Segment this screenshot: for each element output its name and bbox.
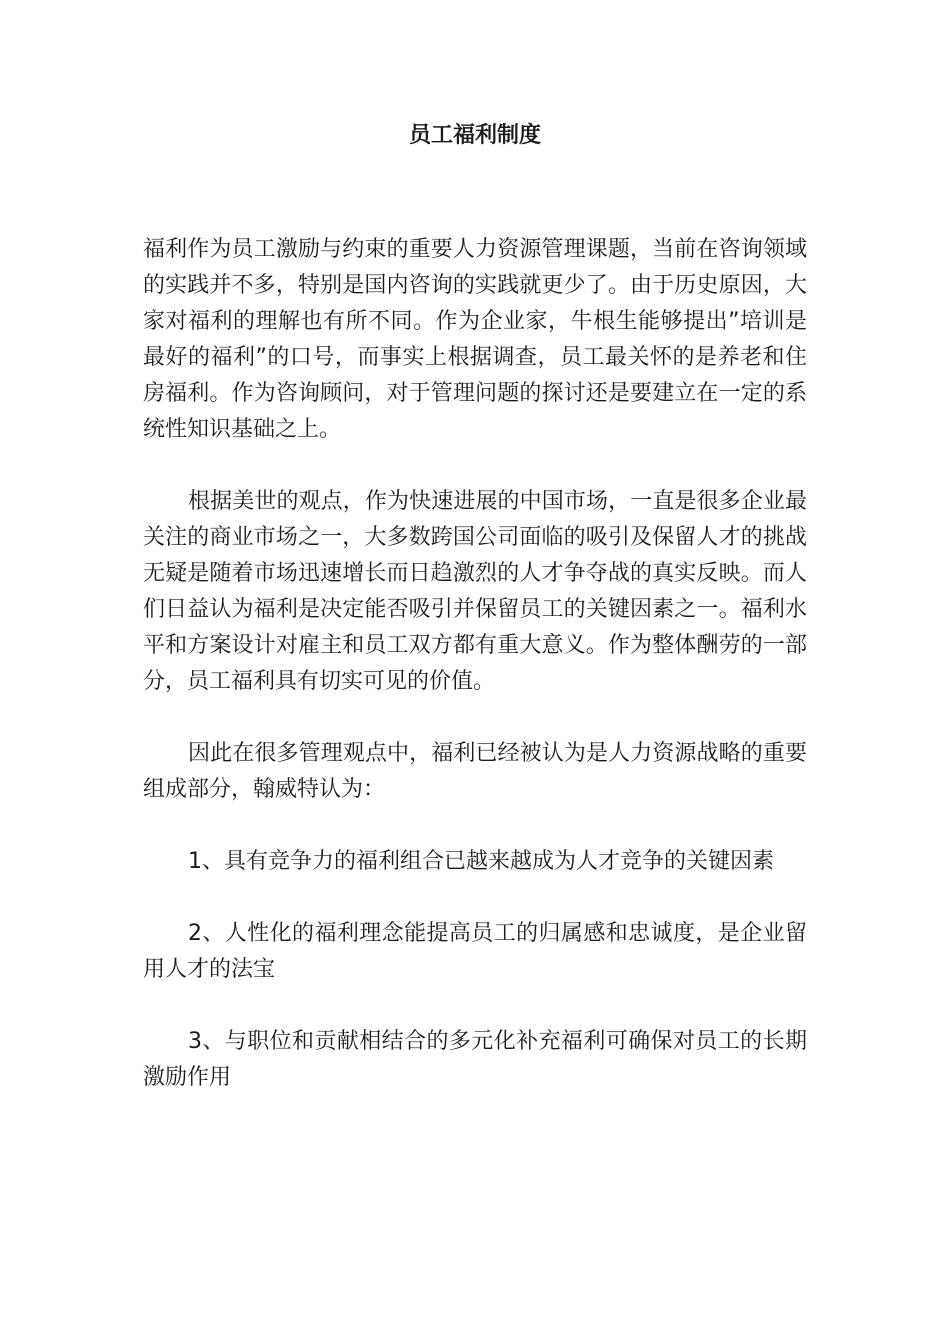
paragraph-hewitt-intro: 因此在很多管理观点中，福利已经被认为是人力资源战略的重要组成部分，翰威特认为： — [143, 741, 807, 802]
paragraph-mercer: 根据美世的观点，作为快速进展的中国市场，一直是很多企业最关注的商业市场之一，大多数跨国公司面临的吸引及保留人才的挑战无疑是随着市场迅速增长而日趋激烈的人才争夺战的真实反映。而人们日益认为福利是决定能否吸引并保留员工的关键因素之一。福利水平和方案设计对雇主和员工双方都有重大意义。作为整体酬劳的一部分，员工福利具有切实可见的价值。 — [143, 489, 807, 694]
document-body — [143, 232, 807, 1096]
list-item-3: 3、与职位和贡献相结合的多元化补充福利可确保对员工的长期激励作用 — [143, 1029, 807, 1090]
document-title: 员工福利制度 — [408, 123, 541, 148]
list-item-2: 2、人性化的福利理念能提高员工的归属感和忠诚度，是企业留用人才的法宝 — [143, 921, 807, 982]
paragraph-intro: 福利作为员工激励与约束的重要人力资源管理课题，当前在咨询领域的实践并不多，特别是国内咨询的实践就更少了。由于历史原因，大家对福利的理解也有所不同。作为企业家，牛根生能够提出”培训是最好的福利”的口号，而事实上根据调查，员工最关怀的是养老和住房福利。作为咨询顾问，对于管理问题的探讨还是要建立在一定的系统性知识基础之上。 — [143, 237, 807, 442]
list-item-1: 1、具有竞争力的福利组合已越来越成为人才竞争的关键因素 — [188, 849, 774, 874]
